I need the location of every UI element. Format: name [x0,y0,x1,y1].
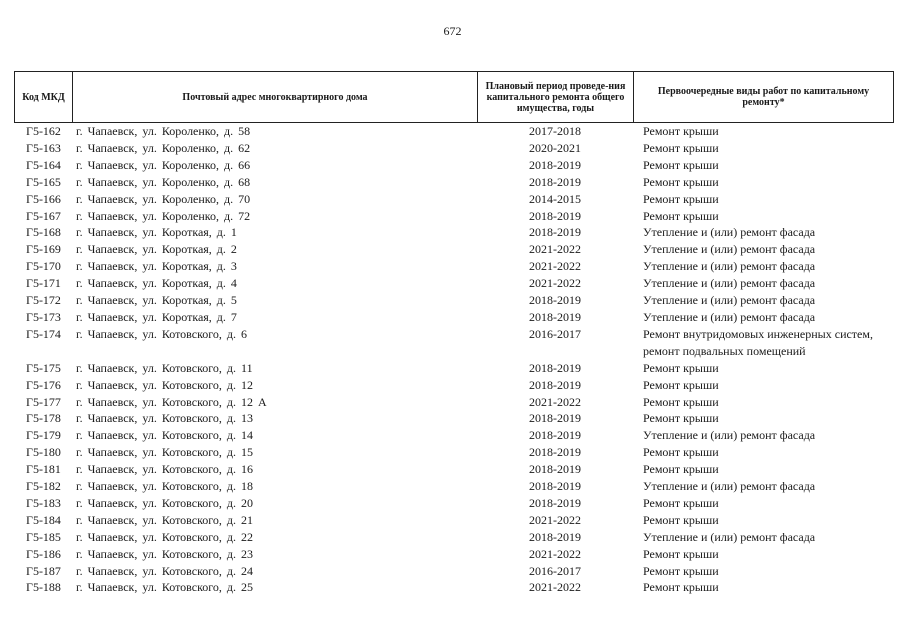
cell-period: 2018-2019 [529,360,581,375]
cell-period: 2021-2022 [529,276,581,291]
cell-period: 2018-2019 [529,293,581,308]
cell-period: 2018-2019 [529,445,581,460]
capital-repair-table [14,71,894,596]
cell-address: г. Чапаевск, ул. Короленко, д. 72 [76,208,251,223]
cell-period: 2016-2017 [529,563,581,578]
cell-address: г. Чапаевск, ул. Короленко, д. 70 [76,191,251,206]
table-row [14,579,894,596]
cell-works: Ремонт крыши [643,495,719,510]
cell-works: Ремонт крыши [643,394,719,409]
cell-period: 2021-2022 [529,242,581,257]
cell-period: 2018-2019 [529,411,581,426]
table-row [14,478,894,495]
table-row [14,529,894,546]
table-row [14,546,894,563]
cell-period: 2017-2018 [529,124,581,138]
cell-code: Г5-171 [26,276,61,291]
table-row [14,394,894,411]
cell-period: 2020-2021 [529,140,581,155]
cell-code: Г5-178 [26,411,61,426]
table-header [14,71,894,123]
cell-code: Г5-163 [26,140,61,155]
cell-code: Г5-166 [26,191,61,206]
table-row [14,292,894,309]
cell-works: Утепление и (или) ремонт фасада [643,293,816,308]
cell-works: Ремонт крыши [643,157,719,172]
table-row [14,495,894,512]
cell-code: Г5-184 [26,512,61,527]
cell-address: г. Чапаевск, ул. Котовского, д. 18 [76,479,254,494]
table-row [14,258,894,275]
cell-works: Утепление и (или) ремонт фасада [643,428,816,443]
cell-works: Утепление и (или) ремонт фасада [643,309,816,324]
cell-code: Г5-175 [26,360,61,375]
header-works: Первоочередные виды работ по капитальному ремонту* [633,72,894,122]
cell-works: Утепление и (или) ремонт фасада [643,225,816,240]
cell-period: 2021-2022 [529,259,581,274]
table-row [14,224,894,241]
cell-works: Ремонт крыши [643,124,719,138]
cell-works: Ремонт крыши [643,462,719,477]
cell-address: г. Чапаевск, ул. Короткая, д. 4 [76,276,237,291]
cell-period: 2021-2022 [529,580,581,595]
cell-period: 2018-2019 [529,208,581,223]
cell-code: Г5-176 [26,377,61,392]
cell-address: г. Чапаевск, ул. Короткая, д. 2 [76,242,237,257]
cell-code: Г5-174 [26,326,61,341]
cell-works: Ремонт крыши [643,411,719,426]
cell-period: 2018-2019 [529,377,581,392]
table-row [14,208,894,225]
cell-code: Г5-179 [26,428,61,443]
cell-works: Ремонт крыши [643,174,719,189]
page-number: 672 [443,24,462,38]
cell-address: г. Чапаевск, ул. Котовского, д. 14 [76,428,254,443]
cell-code: Г5-164 [26,157,61,172]
table-row [14,157,894,174]
cell-period: 2018-2019 [529,428,581,443]
table-row [14,309,894,326]
cell-address: г. Чапаевск, ул. Короткая, д. 7 [76,309,237,324]
cell-address: г. Чапаевск, ул. Котовского, д. 22 [76,529,254,544]
cell-code: Г5-181 [26,462,61,477]
cell-works: Ремонт крыши [643,208,719,223]
cell-period: 2014-2015 [529,191,581,206]
cell-address: г. Чапаевск, ул. Котовского, д. 23 [76,546,254,561]
table-row [14,326,894,360]
cell-code: Г5-168 [26,225,61,240]
table-row [14,360,894,377]
cell-code: Г5-169 [26,242,61,257]
cell-period: 2018-2019 [529,174,581,189]
cell-address: г. Чапаевск, ул. Котовского, д. 6 [76,326,248,341]
cell-code: Г5-180 [26,445,61,460]
cell-address: г. Чапаевск, ул. Короленко, д. 66 [76,157,251,172]
cell-works: Утепление и (или) ремонт фасада [643,259,816,274]
cell-works: Ремонт крыши [643,360,719,375]
cell-address: г. Чапаевск, ул. Короленко, д. 58 [76,124,251,138]
cell-period: 2018-2019 [529,462,581,477]
cell-works: Утепление и (или) ремонт фасада [643,276,816,291]
cell-period: 2018-2019 [529,157,581,172]
cell-address: г. Чапаевск, ул. Котовского, д. 15 [76,445,254,460]
cell-address: г. Чапаевск, ул. Котовского, д. 12 А [76,394,267,409]
cell-address: г. Чапаевск, ул. Короленко, д. 68 [76,174,251,189]
table-row [14,377,894,394]
table-row [14,512,894,529]
cell-period: 2021-2022 [529,512,581,527]
table-row [14,461,894,478]
cell-address: г. Чапаевск, ул. Короленко, д. 62 [76,140,251,155]
cell-works: Ремонт крыши [643,546,719,561]
cell-period: 2018-2019 [529,225,581,240]
cell-code: Г5-172 [26,293,61,308]
table-row [14,275,894,292]
table-row [14,427,894,444]
cell-address: г. Чапаевск, ул. Котовского, д. 12 [76,377,254,392]
cell-code: Г5-188 [26,580,61,595]
header-code: Код МКД [14,72,72,122]
cell-address: г. Чапаевск, ул. Короткая, д. 3 [76,259,237,274]
cell-code: Г5-182 [26,479,61,494]
table-body [14,123,894,596]
cell-period: 2018-2019 [529,529,581,544]
cell-code: Г5-162 [26,124,61,138]
table-row [14,174,894,191]
table-row [14,563,894,580]
table-row [14,191,894,208]
cell-code: Г5-170 [26,259,61,274]
cell-code: Г5-165 [26,174,61,189]
cell-address: г. Чапаевск, ул. Котовского, д. 24 [76,563,254,578]
cell-works: Утепление и (или) ремонт фасада [643,479,816,494]
cell-works: Ремонт крыши [643,580,719,595]
table-row [14,241,894,258]
cell-works: Ремонт крыши [643,191,719,206]
cell-works: Ремонт крыши [643,563,719,578]
cell-address: г. Чапаевск, ул. Котовского, д. 11 [76,360,253,375]
cell-code: Г5-177 [26,394,61,409]
cell-code: Г5-183 [26,495,61,510]
cell-period: 2016-2017 [529,326,581,341]
cell-period: 2018-2019 [529,495,581,510]
cell-address: г. Чапаевск, ул. Короткая, д. 5 [76,293,237,308]
cell-code: Г5-187 [26,563,61,578]
cell-address: г. Чапаевск, ул. Короткая, д. 1 [76,225,237,240]
cell-code: Г5-185 [26,529,61,544]
table-row [14,123,894,140]
cell-works: Ремонт крыши [643,140,719,155]
table-row [14,140,894,157]
cell-address: г. Чапаевск, ул. Котовского, д. 21 [76,512,254,527]
cell-code: Г5-167 [26,208,61,223]
cell-code: Г5-186 [26,546,61,561]
cell-address: г. Чапаевск, ул. Котовского, д. 25 [76,580,254,595]
cell-works: Ремонт крыши [643,377,719,392]
cell-works: Утепление и (или) ремонт фасада [643,242,816,257]
table-row [14,444,894,461]
cell-period: 2021-2022 [529,546,581,561]
cell-address: г. Чапаевск, ул. Котовского, д. 16 [76,462,254,477]
header-address: Почтовый адрес многоквартирного дома [72,72,477,122]
header-period: Плановый период проведе-ния капитального ремонта общего имущества, годы [477,72,633,122]
cell-period: 2021-2022 [529,394,581,409]
cell-period: 2018-2019 [529,479,581,494]
table-row [14,410,894,427]
cell-address: г. Чапаевск, ул. Котовского, д. 20 [76,495,254,510]
cell-address: г. Чапаевск, ул. Котовского, д. 13 [76,411,254,426]
cell-works: Ремонт крыши [643,512,719,527]
cell-works: Ремонт внутридомовых инженерных систем, ремонт подвальных помещений [643,326,873,358]
cell-period: 2018-2019 [529,309,581,324]
cell-works: Утепление и (или) ремонт фасада [643,529,816,544]
cell-code: Г5-173 [26,309,61,324]
cell-works: Ремонт крыши [643,445,719,460]
